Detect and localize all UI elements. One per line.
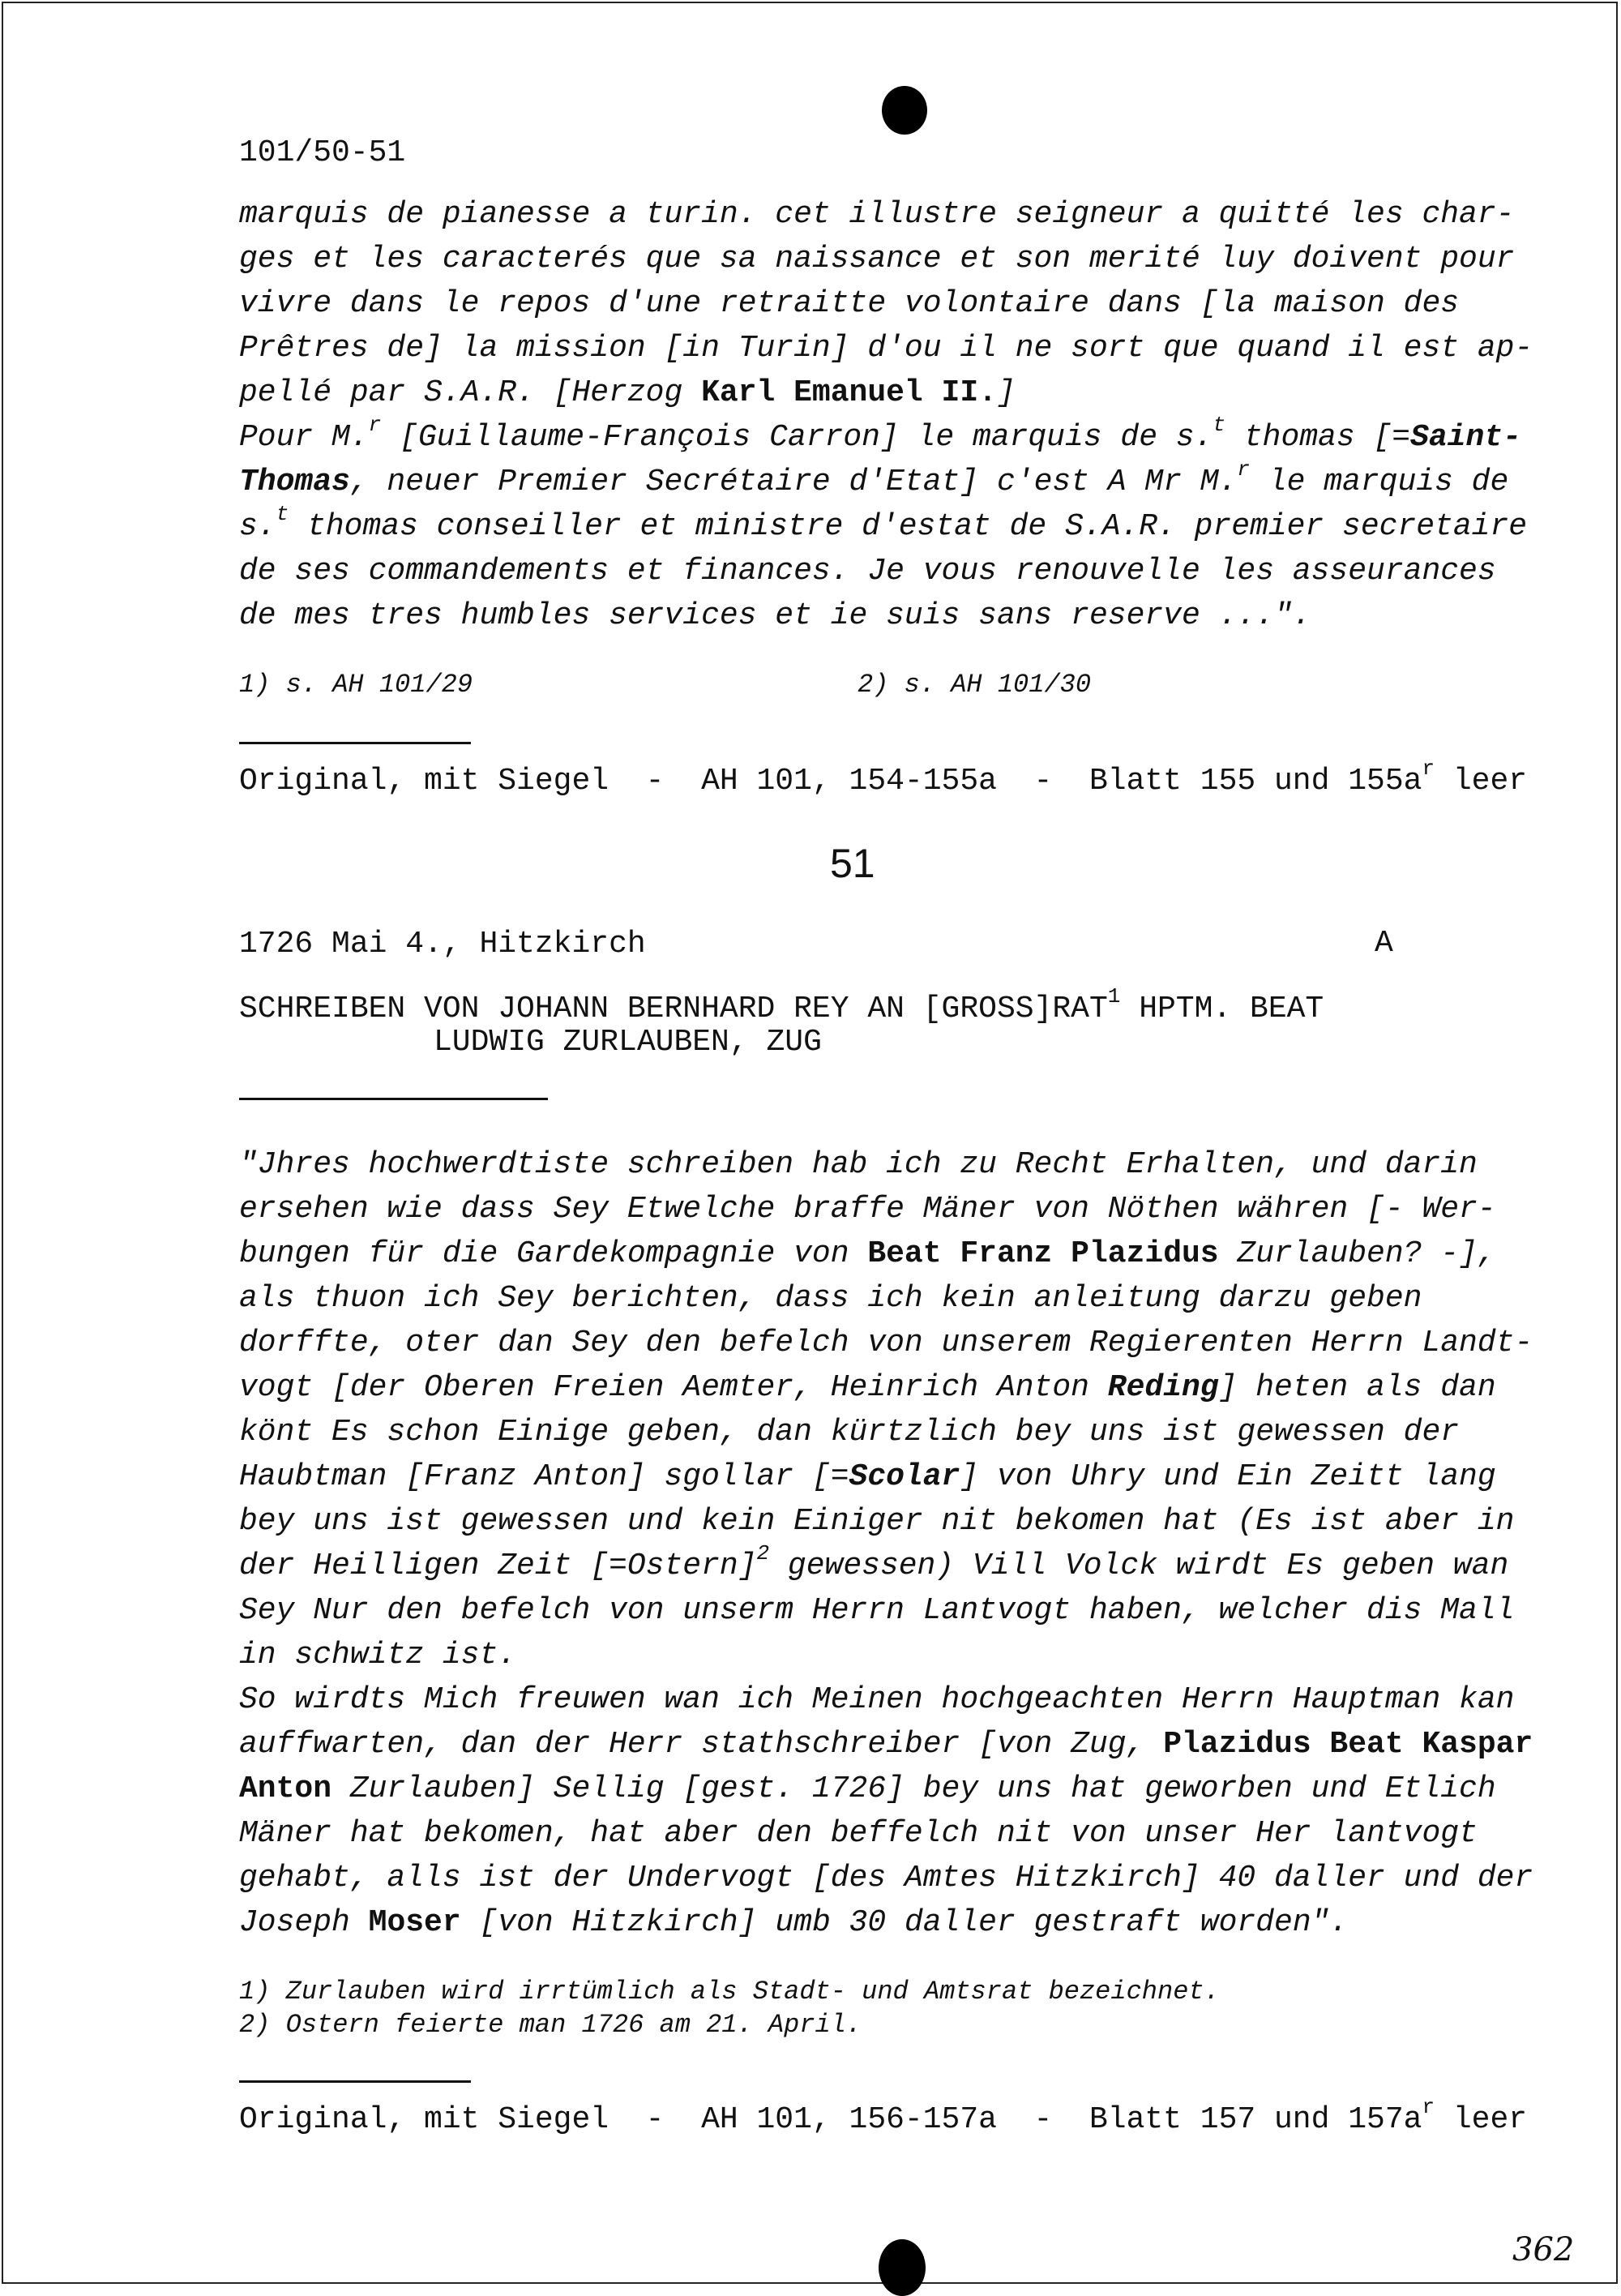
punch-hole-top: [882, 86, 927, 135]
document-title-line-2: LUDWIG ZURLAUBEN, ZUG: [434, 1025, 822, 1060]
document-title: SCHREIBEN VON JOHANN BERNHARD REY AN [GROSS]RAT$^1$ HPTM. BEAT: [239, 984, 1324, 1026]
punch-hole-bottom: [879, 2239, 926, 2296]
source-line-1: Original, mit Siegel - AH 101, 154-155a - Blatt 155 und $155a^r$ leer: [239, 756, 1528, 799]
reference-number: 101/50-51: [239, 135, 406, 170]
handwritten-page-number: 362: [1512, 2231, 1575, 2268]
footnote-zurlauben: 1) Zurlauben wird irrtümlich als Stadt- und Amtsrat bezeichnet.: [239, 1977, 1220, 2007]
footnote-divider: [239, 742, 471, 744]
source-line-2: Original, mit Siegel - AH 101, 156-157a - Blatt 157 und $157a^r$ leer: [239, 2095, 1528, 2137]
footnote-ostern: 2) Ostern feierte man 1726 am 21. April.: [239, 2010, 862, 2040]
date-place: 1726 Mai 4., Hitzkirch: [239, 927, 646, 962]
footnote-2: 2) s. AH 101/30: [858, 670, 1092, 700]
footnote-divider-2: [239, 2080, 471, 2083]
document-type: A: [1375, 926, 1393, 961]
title-divider: [239, 1098, 548, 1100]
footnote-1: 1) s. AH 101/29: [239, 670, 473, 700]
document-number: 51: [830, 841, 875, 886]
